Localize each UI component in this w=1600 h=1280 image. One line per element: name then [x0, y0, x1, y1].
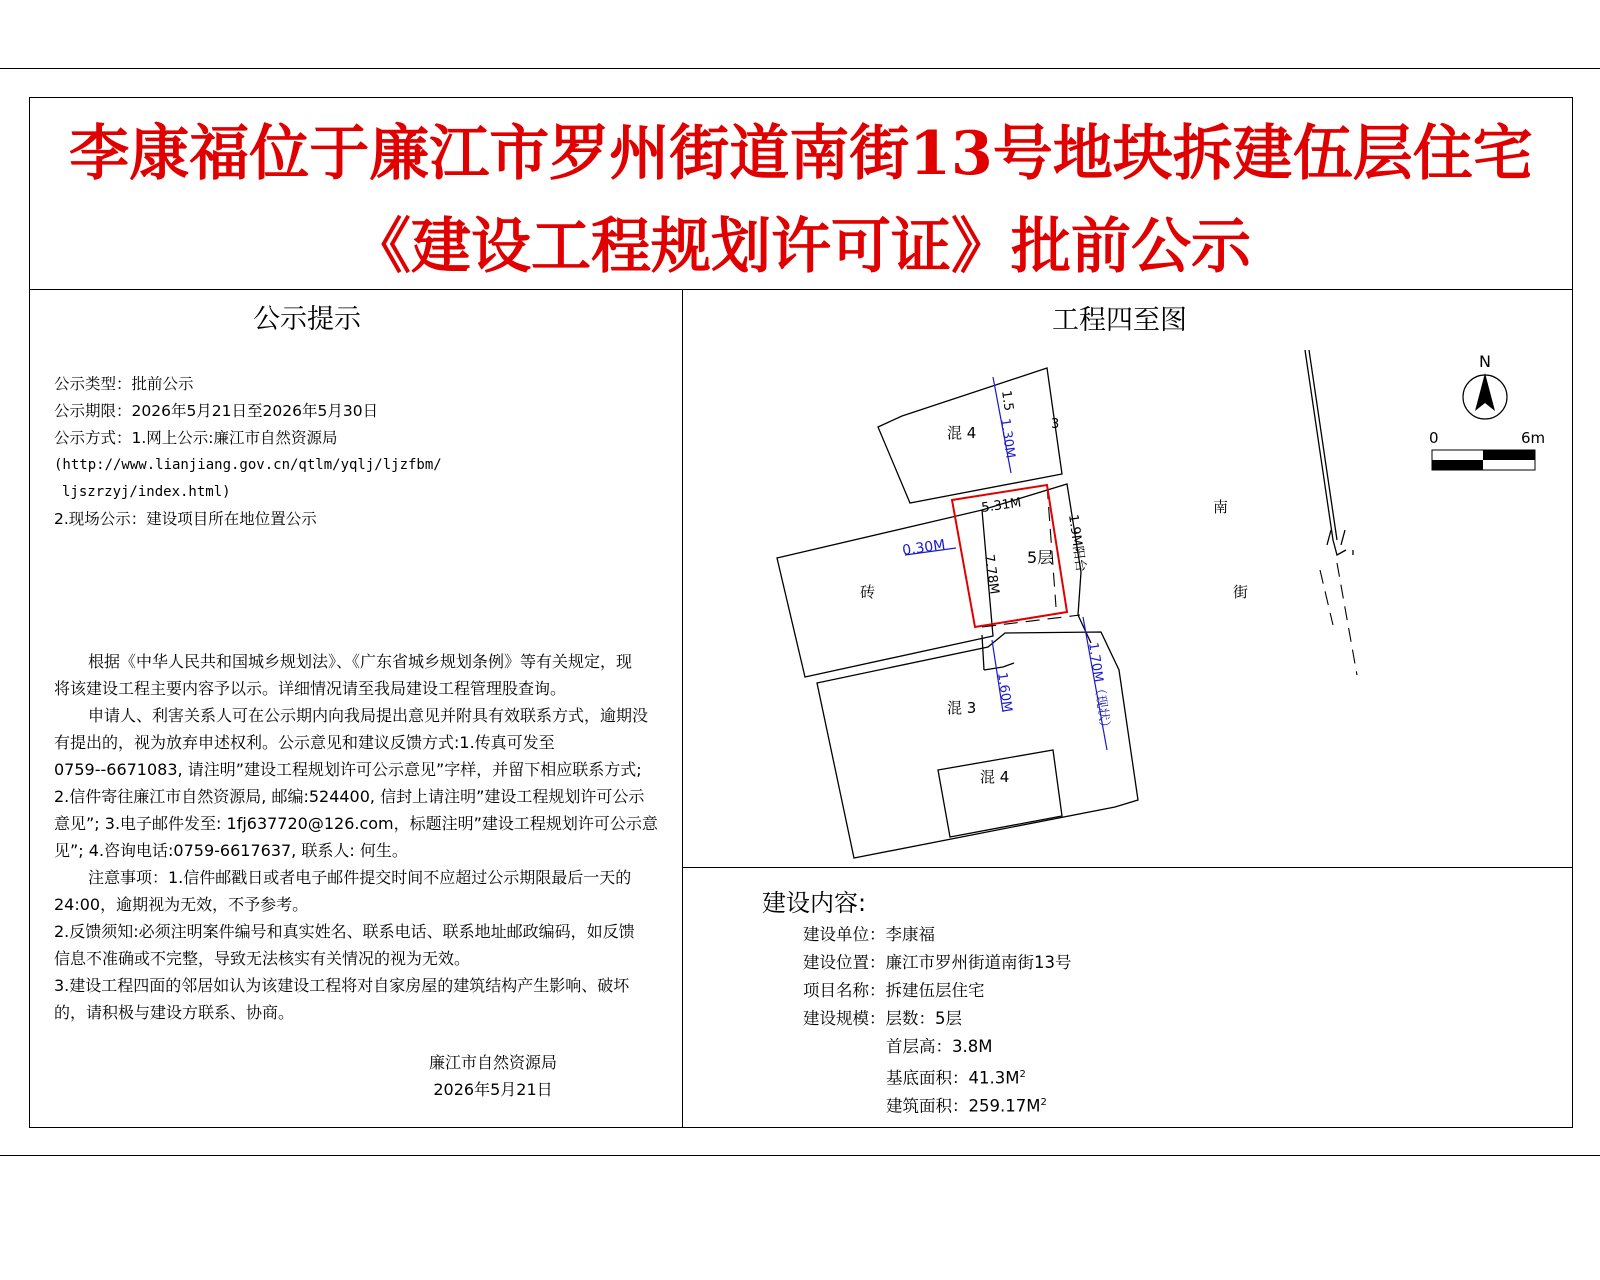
- gross-area-text: 建筑面积：259.17M: [886, 1096, 1041, 1116]
- dim-text-170: 1.70M（现状）: [1085, 641, 1113, 735]
- street-line-1: [1305, 350, 1333, 540]
- notice-url-line2: ljszrzyj/index.html): [62, 484, 231, 500]
- passage-dashed-line: [982, 615, 1080, 627]
- north-label: N: [1479, 352, 1491, 371]
- building-mix4-bottom: [938, 750, 1062, 837]
- dim-text-19: 1.9M阳台: [1065, 513, 1088, 573]
- dim-text-130: 1.30M: [997, 417, 1018, 460]
- notice-body-line: 0759--6671083, 请注明”建设工程规划许可公示意见”字样，并留下相应联系方式;: [54, 760, 642, 779]
- notice-body-line: 3.建设工程四面的邻居如认为该建设工程将对自家房屋的建筑结构产生影响、破坏: [54, 976, 630, 995]
- street-corner-left: [1327, 530, 1331, 545]
- street-line-2: [1309, 350, 1337, 540]
- label-street-nan: 南: [1213, 498, 1229, 516]
- construction-scale: 建设规模：层数：5层: [803, 1009, 962, 1028]
- construction-gross-area: [886, 1093, 1047, 1117]
- label-mix4-top: 混 4: [947, 424, 977, 442]
- label-brick: 砖: [860, 583, 876, 601]
- building-brick: [777, 510, 993, 677]
- notice-body-line: 信息不准确或不完整，导致无法核实有关情况的视为无效。: [54, 949, 471, 968]
- dim-text-160: 1.60M: [994, 671, 1015, 714]
- dim-text-531: 5.31M: [980, 495, 1023, 516]
- notice-body-line: 意见”; 3.电子邮件发至: 1fj637720@126.com，标题注明”建设工程规划许可公示意: [54, 814, 658, 833]
- issuer-name: 廉江市自然资源局: [428, 1053, 557, 1072]
- construction-first-floor: 首层高：3.8M: [886, 1037, 993, 1056]
- notice-body-line: 2.反馈须知:必须注明案件编号和真实姓名、联系电话、联系地址邮政编码，如反馈: [54, 922, 635, 941]
- base-area-text: 基底面积：41.3M: [886, 1068, 1020, 1088]
- label-num-3: 3: [1051, 417, 1060, 432]
- label-mix4-bottom: 混 4: [980, 768, 1010, 786]
- neighbor-line: [982, 635, 984, 670]
- column-divider: [682, 289, 683, 1128]
- base-area-sup: 2: [1019, 1069, 1026, 1080]
- page-title-line2: 《建设工程规划许可证》批前公示: [351, 212, 1251, 282]
- issue-date: 2026年5月21日: [433, 1080, 553, 1099]
- map-divider: [682, 867, 1573, 868]
- passage-outline: [984, 663, 1014, 670]
- scale-label-0: 0: [1429, 429, 1439, 447]
- notice-body-line: 将该建设工程主要内容予以示。详细情况请至我局建设工程管理股查询。: [54, 679, 567, 698]
- site-map-heading: 工程四至图: [1052, 305, 1187, 336]
- page-title-line1: 李康福位于廉江市罗州街道南街13号地块拆建伍层住宅: [69, 119, 1533, 189]
- street-line-corner: [1333, 540, 1346, 555]
- dim-text-778: 7.78M: [981, 553, 1002, 596]
- notice-url-line1: (http://www.lianjiang.gov.cn/qtlm/yqlj/ljzfbm/: [54, 457, 442, 473]
- notice-body-line: 24:00，逾期视为无效，不予参考。: [54, 895, 309, 914]
- notice-body-line: 根据《中华人民共和国城乡规划法》、《广东省城乡规划条例》等有关规定，现: [88, 652, 633, 671]
- street-dashed-line-2: [1320, 570, 1333, 625]
- gross-area-sup: 2: [1040, 1097, 1047, 1108]
- notice-method-online: 公示方式：1.网上公示:廉江市自然资源局: [54, 429, 338, 447]
- label-street-jie: 街: [1233, 583, 1249, 601]
- site-plan-drawing: [685, 345, 1565, 865]
- construction-base-area: [886, 1065, 1026, 1089]
- notice-heading: 公示提示: [253, 304, 361, 335]
- scale-bar: [1429, 429, 1545, 470]
- construction-project: 项目名称：拆建伍层住宅: [803, 981, 985, 1000]
- scale-label-6m: 6m: [1521, 429, 1546, 447]
- balcony-dashed-line: [1047, 485, 1056, 607]
- label-floors: 5层: [1027, 548, 1054, 567]
- notice-method-onsite: 2.现场公示：建设项目所在地位置公示: [54, 510, 317, 528]
- notice-body-line: 2.信件寄往廉江市自然资源局, 邮编:524400, 信封上请注明”建设工程规划许可公示: [54, 787, 645, 806]
- street-dashed-line-1: [1337, 563, 1357, 675]
- dim-text-030: 0.30M: [901, 537, 947, 559]
- notice-type: 公示类型：批前公示: [54, 375, 194, 393]
- notice-body-line: 有提出的，视为放弃申述权利。公示意见和建议反馈方式:1.传真可发至: [54, 733, 555, 752]
- notice-body-line: 注意事项：1.信件邮戳日或者电子邮件提交时间不应超过公示期限最后一天的: [88, 868, 632, 887]
- construction-heading: 建设内容:: [762, 889, 867, 917]
- label-mix3: 混 3: [947, 699, 977, 717]
- notice-period: 公示期限：2026年5月21日至2026年5月30日: [54, 402, 379, 420]
- notice-body-line: 的，请积极与建设方联系、协商。: [54, 1003, 295, 1022]
- notice-body-line: 申请人、利害关系人可在公示期内向我局提出意见并附具有效联系方式，逾期没: [88, 706, 649, 725]
- notice-body-line: 见”; 4.咨询电话:0759-6617637, 联系人: 何生。: [54, 841, 408, 860]
- construction-unit: 建设单位：李康福: [803, 925, 935, 944]
- title-divider: [29, 289, 1573, 290]
- street-corner-right: [1341, 530, 1345, 545]
- dim-text-15: 1.5: [998, 389, 1016, 413]
- construction-location: 建设位置：廉江市罗州街道南街13号: [803, 953, 1072, 972]
- north-arrow-icon: [1463, 352, 1507, 419]
